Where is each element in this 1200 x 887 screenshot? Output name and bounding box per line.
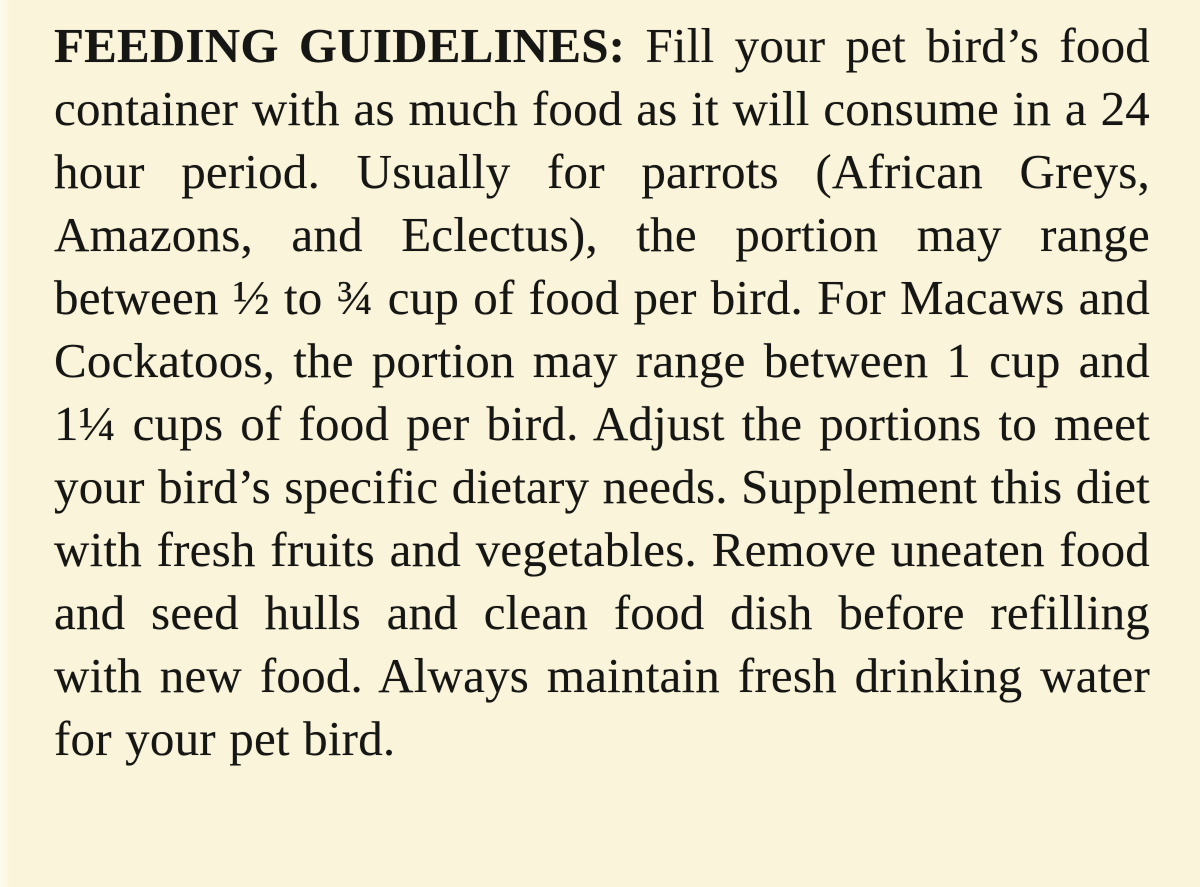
- feeding-guidelines-body: Fill your pet bird’s food container with as much food as it will consume in a 24 hour period. Usually for parrots (African Greys, Amazons, and Eclectus), the portion may range between ½ to ¾ cup of food per bird. For Macaws and Cockatoos, the portion may range between 1 cup and 1¼ cups of food per bird. Adjust the portions to meet your bird’s specific dietary needs. Supplement this diet with fresh fruits and vegetables. Remove uneaten food and seed hulls and clean food dish before refilling with new food. Always maintain fresh drinking water for your pet bird.: [54, 18, 1150, 766]
- feeding-guidelines-heading: FEEDING GUIDELINES:: [54, 18, 626, 73]
- feeding-guidelines-paragraph: [54, 14, 1150, 770]
